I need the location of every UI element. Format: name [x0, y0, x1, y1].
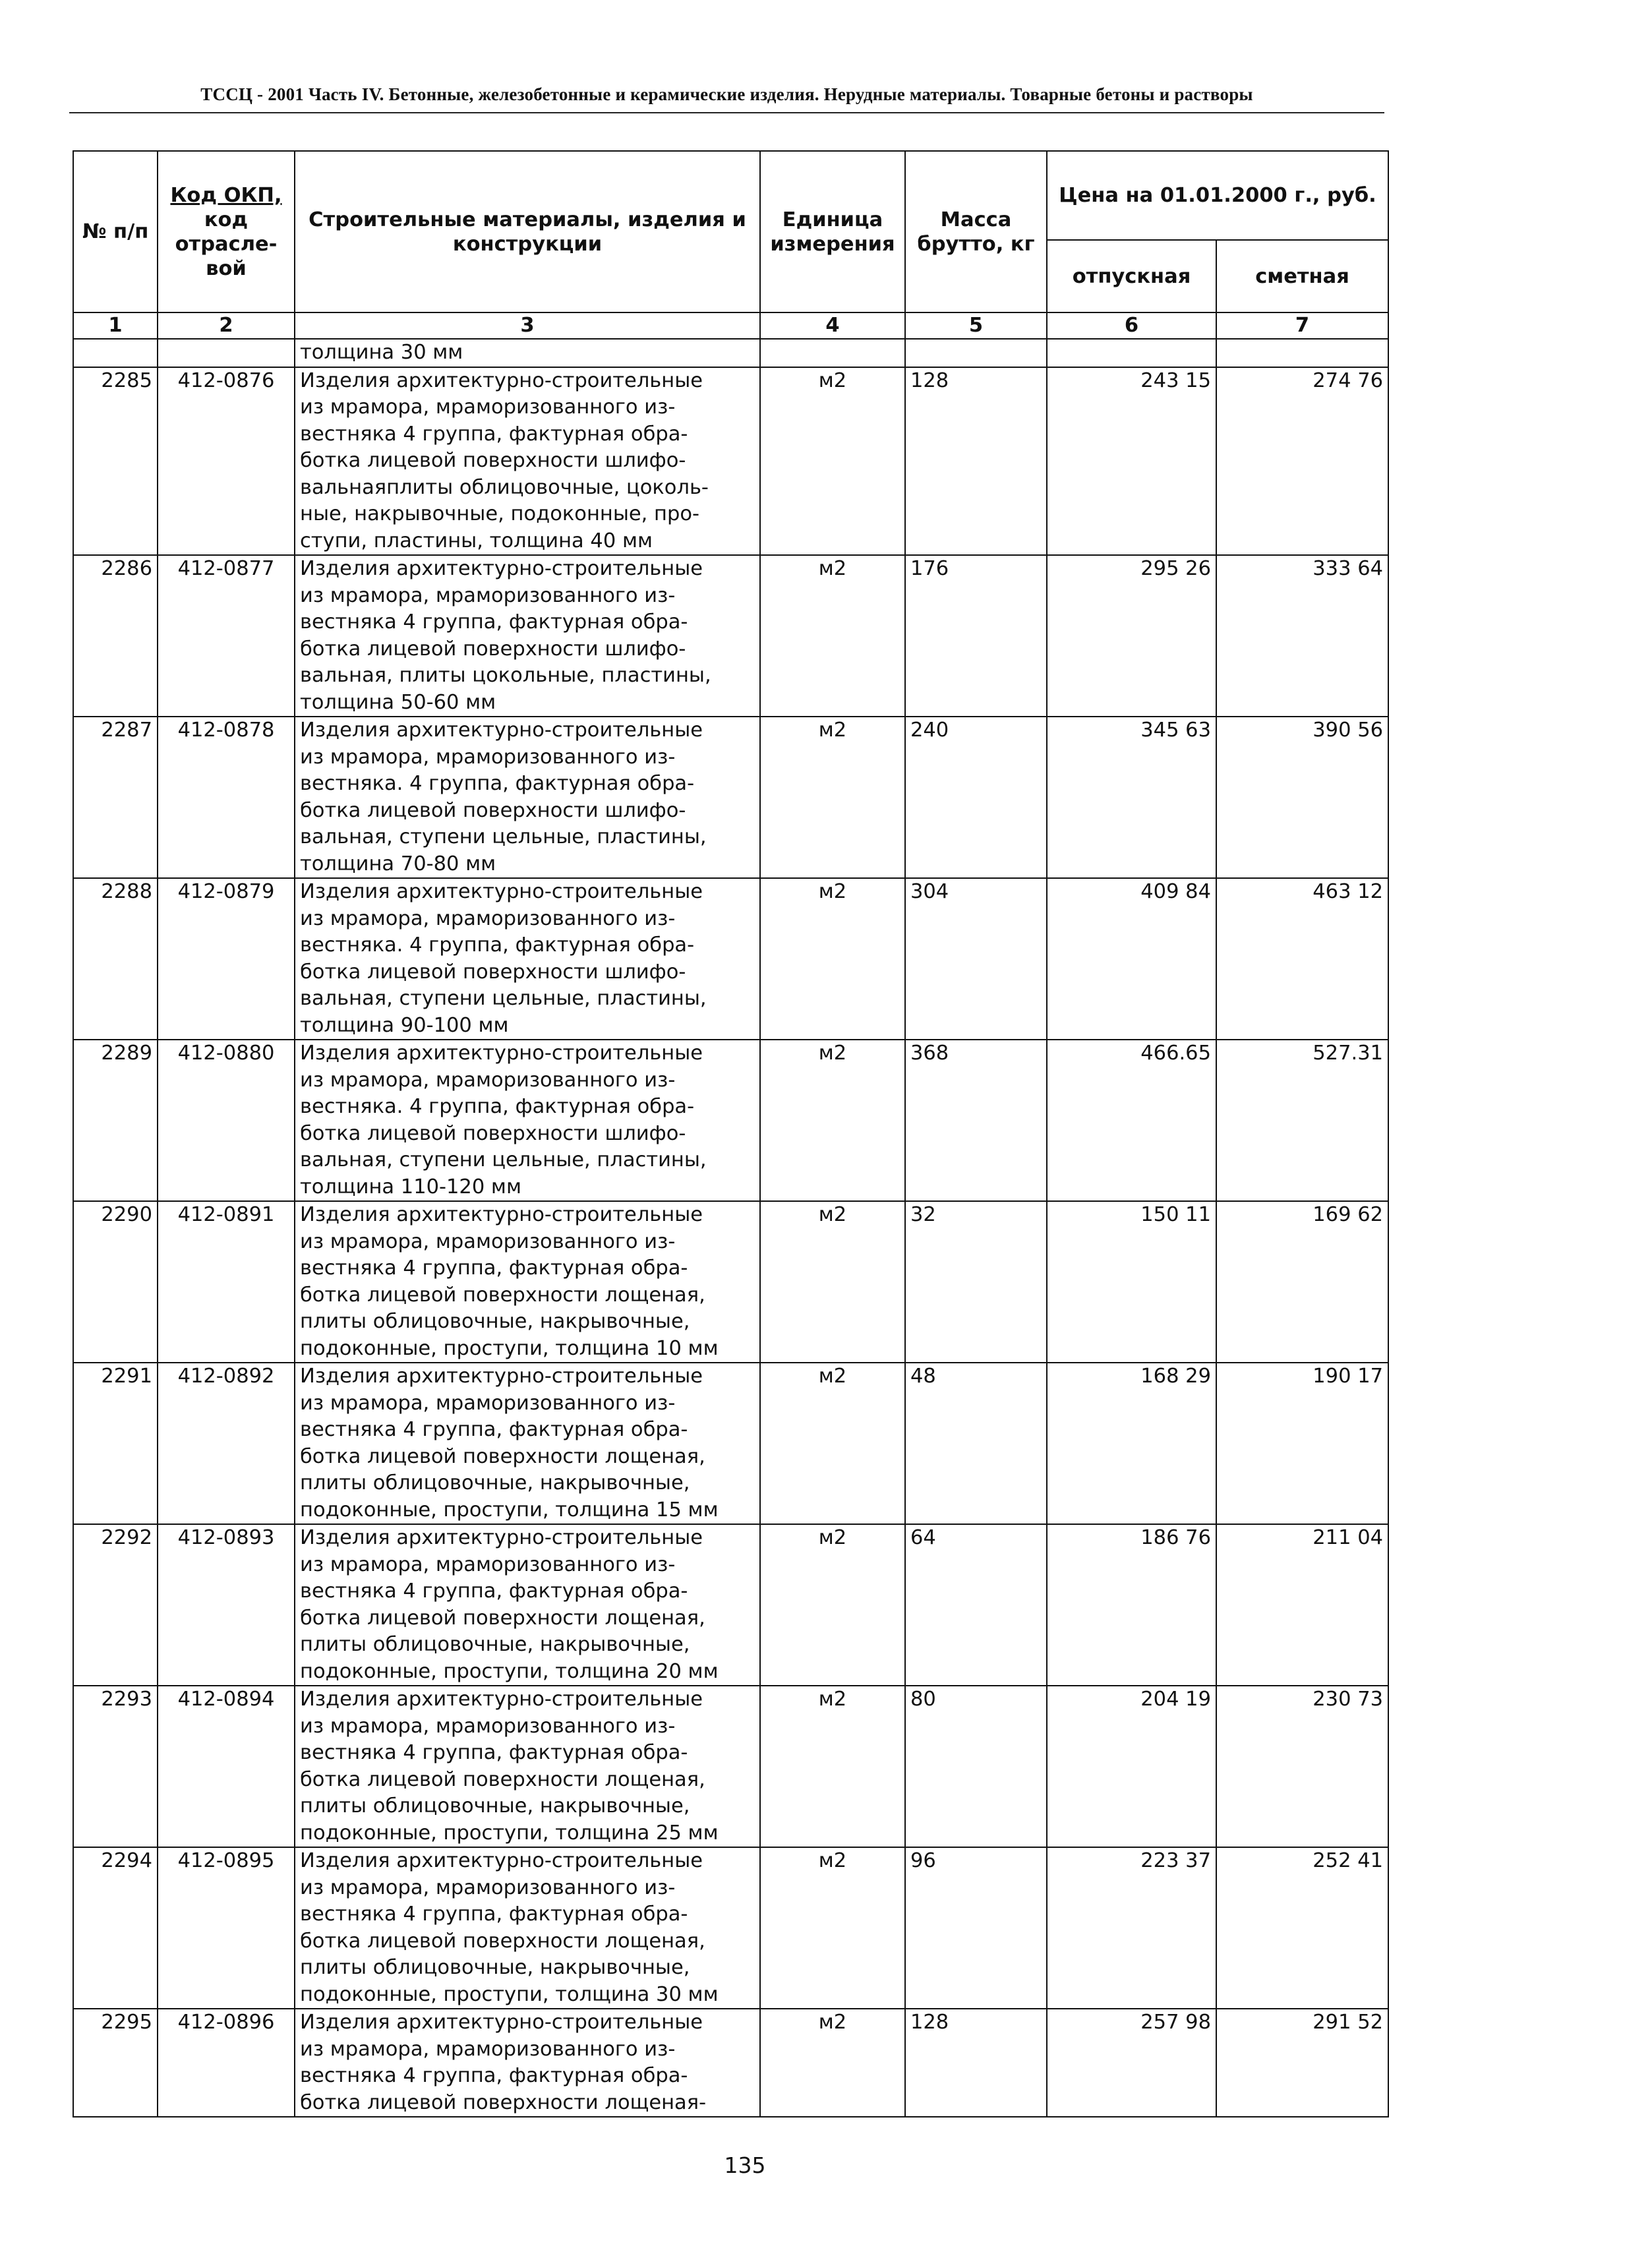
okp-code: 412-0891 [158, 1201, 295, 1363]
price-estimate: 230 73 [1216, 1686, 1388, 1847]
col-number: 2 [158, 312, 295, 339]
okp-code: 412-0878 [158, 717, 295, 878]
table-cell [1216, 339, 1388, 367]
row-number: 2293 [73, 1686, 158, 1847]
table-row [73, 1201, 1388, 1363]
col-header-price: Цена на 01.01.2000 г., руб. [1047, 151, 1388, 240]
unit-of-measure: м2 [760, 1524, 905, 1686]
page-number: 135 [724, 2152, 766, 2178]
table-cell [73, 339, 158, 367]
table-row [73, 367, 1388, 556]
unit-of-measure: м2 [760, 1686, 905, 1847]
unit-of-measure: м2 [760, 367, 905, 556]
price-release: 466.65 [1047, 1040, 1216, 1201]
material-description: Изделия архитектурно-строительные из мрамора, мраморизованного из- вестняка. 4 группа, фактурная обра- ботка лицевой поверхности шлифо- вальная, ступени цельные, пластины, толщина 70-80 мм [295, 717, 760, 878]
material-description: Изделия архитектурно-строительные из мрамора, мраморизованного из- вестняка 4 группа, фактурная обра- ботка лицевой поверхности лощеная, плиты облицовочные, накрывочные, подоконные, проступи, толщина 25 мм [295, 1686, 760, 1847]
col-number: 6 [1047, 312, 1216, 339]
price-release: 204 19 [1047, 1686, 1216, 1847]
gross-mass: 32 [905, 1201, 1047, 1363]
gross-mass: 48 [905, 1363, 1047, 1524]
material-description: Изделия архитектурно-строительные из мрамора, мраморизованного из- вестняка 4 группа, фактурная обра- ботка лицевой поверхности лощеная, плиты облицовочные, накрывочные, подоконные, проступи, толщина 10 мм [295, 1201, 760, 1363]
col-header-code-rest: код отрасле-вой [175, 208, 278, 280]
col-header-material: Строительные материалы, изделия и конструкции [295, 151, 760, 312]
price-release: 295 26 [1047, 555, 1216, 717]
price-estimate: 252 41 [1216, 1847, 1388, 2009]
continuation-text: толщина 30 мм [295, 339, 760, 367]
unit-of-measure: м2 [760, 555, 905, 717]
material-description: Изделия архитектурно-строительные из мрамора, мраморизованного из- вестняка 4 группа, фактурная обра- ботка лицевой поверхности лощеная, плиты облицовочные, накрывочные, подоконные, проступи, толщина 30 мм [295, 1847, 760, 2009]
unit-of-measure: м2 [760, 2009, 905, 2117]
okp-code: 412-0876 [158, 367, 295, 556]
price-estimate: 463 12 [1216, 878, 1388, 1040]
table-cell [905, 339, 1047, 367]
price-release: 168 29 [1047, 1363, 1216, 1524]
col-number: 4 [760, 312, 905, 339]
price-release: 150 11 [1047, 1201, 1216, 1363]
running-header: ТССЦ - 2001 Часть IV. Бетонные, железобетонные и керамические изделия. Нерудные материалы. Товарные бетоны и растворы [200, 84, 1253, 104]
table-row [73, 717, 1388, 878]
continuation-row [73, 339, 1388, 367]
okp-code: 412-0892 [158, 1363, 295, 1524]
table-row [73, 1524, 1388, 1686]
gross-mass: 240 [905, 717, 1047, 878]
col-header-price-estimate: сметная [1216, 240, 1388, 312]
row-number: 2285 [73, 367, 158, 556]
okp-code: 412-0879 [158, 878, 295, 1040]
row-number: 2286 [73, 555, 158, 717]
row-number: 2288 [73, 878, 158, 1040]
material-description: Изделия архитектурно-строительные из мрамора, мраморизованного из- вестняка 4 группа, фактурная обра- ботка лицевой поверхности лощеная- [295, 2009, 760, 2117]
unit-of-measure: м2 [760, 1847, 905, 2009]
price-estimate: 169 62 [1216, 1201, 1388, 1363]
material-description: Изделия архитектурно-строительные из мрамора, мраморизованного из- вестняка. 4 группа, фактурная обра- ботка лицевой поверхности шлифо- вальная, ступени цельные, пластины, толщина 90-100 мм [295, 878, 760, 1040]
material-description: Изделия архитектурно-строительные из мрамора, мраморизованного из- вестняка 4 группа, фактурная обра- ботка лицевой поверхности шлифо- вальнаяплиты облицовочные, цоколь- ные, накрывочные, подоконные, про- ступи, пластины, толщина 40 мм [295, 367, 760, 556]
header-rule [69, 112, 1384, 113]
table-row [73, 1040, 1388, 1201]
material-description: Изделия архитектурно-строительные из мрамора, мраморизованного из- вестняка 4 группа, фактурная обра- ботка лицевой поверхности лощеная, плиты облицовочные, накрывочные, подоконные, проступи, толщина 20 мм [295, 1524, 760, 1686]
col-number: 7 [1216, 312, 1388, 339]
col-number: 5 [905, 312, 1047, 339]
col-header-unit: Единица измерения [760, 151, 905, 312]
table-row [73, 2009, 1388, 2117]
price-estimate: 333 64 [1216, 555, 1388, 717]
price-estimate: 291 52 [1216, 2009, 1388, 2117]
col-header-code [158, 151, 295, 312]
material-description: Изделия архитектурно-строительные из мрамора, мраморизованного из- вестняка. 4 группа, фактурная обра- ботка лицевой поверхности шлифо- вальная, ступени цельные, пластины, толщина 110-120 мм [295, 1040, 760, 1201]
price-release: 223 37 [1047, 1847, 1216, 2009]
table-row [73, 1847, 1388, 2009]
okp-code: 412-0894 [158, 1686, 295, 1847]
row-number: 2294 [73, 1847, 158, 2009]
table-cell [158, 339, 295, 367]
material-description: Изделия архитектурно-строительные из мрамора, мраморизованного из- вестняка 4 группа, фактурная обра- ботка лицевой поверхности шлифо- вальная, плиты цокольные, пластины, толщина 50-60 мм [295, 555, 760, 717]
unit-of-measure: м2 [760, 1201, 905, 1363]
price-release: 409 84 [1047, 878, 1216, 1040]
price-release: 345 63 [1047, 717, 1216, 878]
col-number: 3 [295, 312, 760, 339]
gross-mass: 64 [905, 1524, 1047, 1686]
price-estimate: 274 76 [1216, 367, 1388, 556]
table-cell [1047, 339, 1216, 367]
unit-of-measure: м2 [760, 878, 905, 1040]
col-header-no: № п/п [73, 151, 158, 312]
okp-code: 412-0877 [158, 555, 295, 717]
price-estimate: 211 04 [1216, 1524, 1388, 1686]
unit-of-measure: м2 [760, 1040, 905, 1201]
price-release: 243 15 [1047, 367, 1216, 556]
gross-mass: 368 [905, 1040, 1047, 1201]
okp-code: 412-0895 [158, 1847, 295, 2009]
col-header-mass: Масса брутто, кг [905, 151, 1047, 312]
gross-mass: 128 [905, 367, 1047, 556]
row-number: 2289 [73, 1040, 158, 1201]
row-number: 2295 [73, 2009, 158, 2117]
okp-code: 412-0880 [158, 1040, 295, 1201]
price-estimate: 190 17 [1216, 1363, 1388, 1524]
price-estimate: 527.31 [1216, 1040, 1388, 1201]
table-row [73, 878, 1388, 1040]
gross-mass: 80 [905, 1686, 1047, 1847]
table-row [73, 1363, 1388, 1524]
unit-of-measure: м2 [760, 717, 905, 878]
okp-code: 412-0893 [158, 1524, 295, 1686]
row-number: 2287 [73, 717, 158, 878]
col-header-code-title: Код ОКП, [170, 183, 282, 207]
gross-mass: 96 [905, 1847, 1047, 2009]
price-release: 186 76 [1047, 1524, 1216, 1686]
price-estimate: 390 56 [1216, 717, 1388, 878]
gross-mass: 176 [905, 555, 1047, 717]
table-row [73, 1686, 1388, 1847]
col-header-price-release: отпускная [1047, 240, 1216, 312]
col-number: 1 [73, 312, 158, 339]
table-cell [760, 339, 905, 367]
okp-code: 412-0896 [158, 2009, 295, 2117]
unit-of-measure: м2 [760, 1363, 905, 1524]
price-release: 257 98 [1047, 2009, 1216, 2117]
price-table [73, 150, 1389, 2117]
material-description: Изделия архитектурно-строительные из мрамора, мраморизованного из- вестняка 4 группа, фактурная обра- ботка лицевой поверхности лощеная, плиты облицовочные, накрывочные, подоконные, проступи, толщина 15 мм [295, 1363, 760, 1524]
gross-mass: 128 [905, 2009, 1047, 2117]
row-number: 2292 [73, 1524, 158, 1686]
row-number: 2290 [73, 1201, 158, 1363]
gross-mass: 304 [905, 878, 1047, 1040]
row-number: 2291 [73, 1363, 158, 1524]
table-row [73, 555, 1388, 717]
